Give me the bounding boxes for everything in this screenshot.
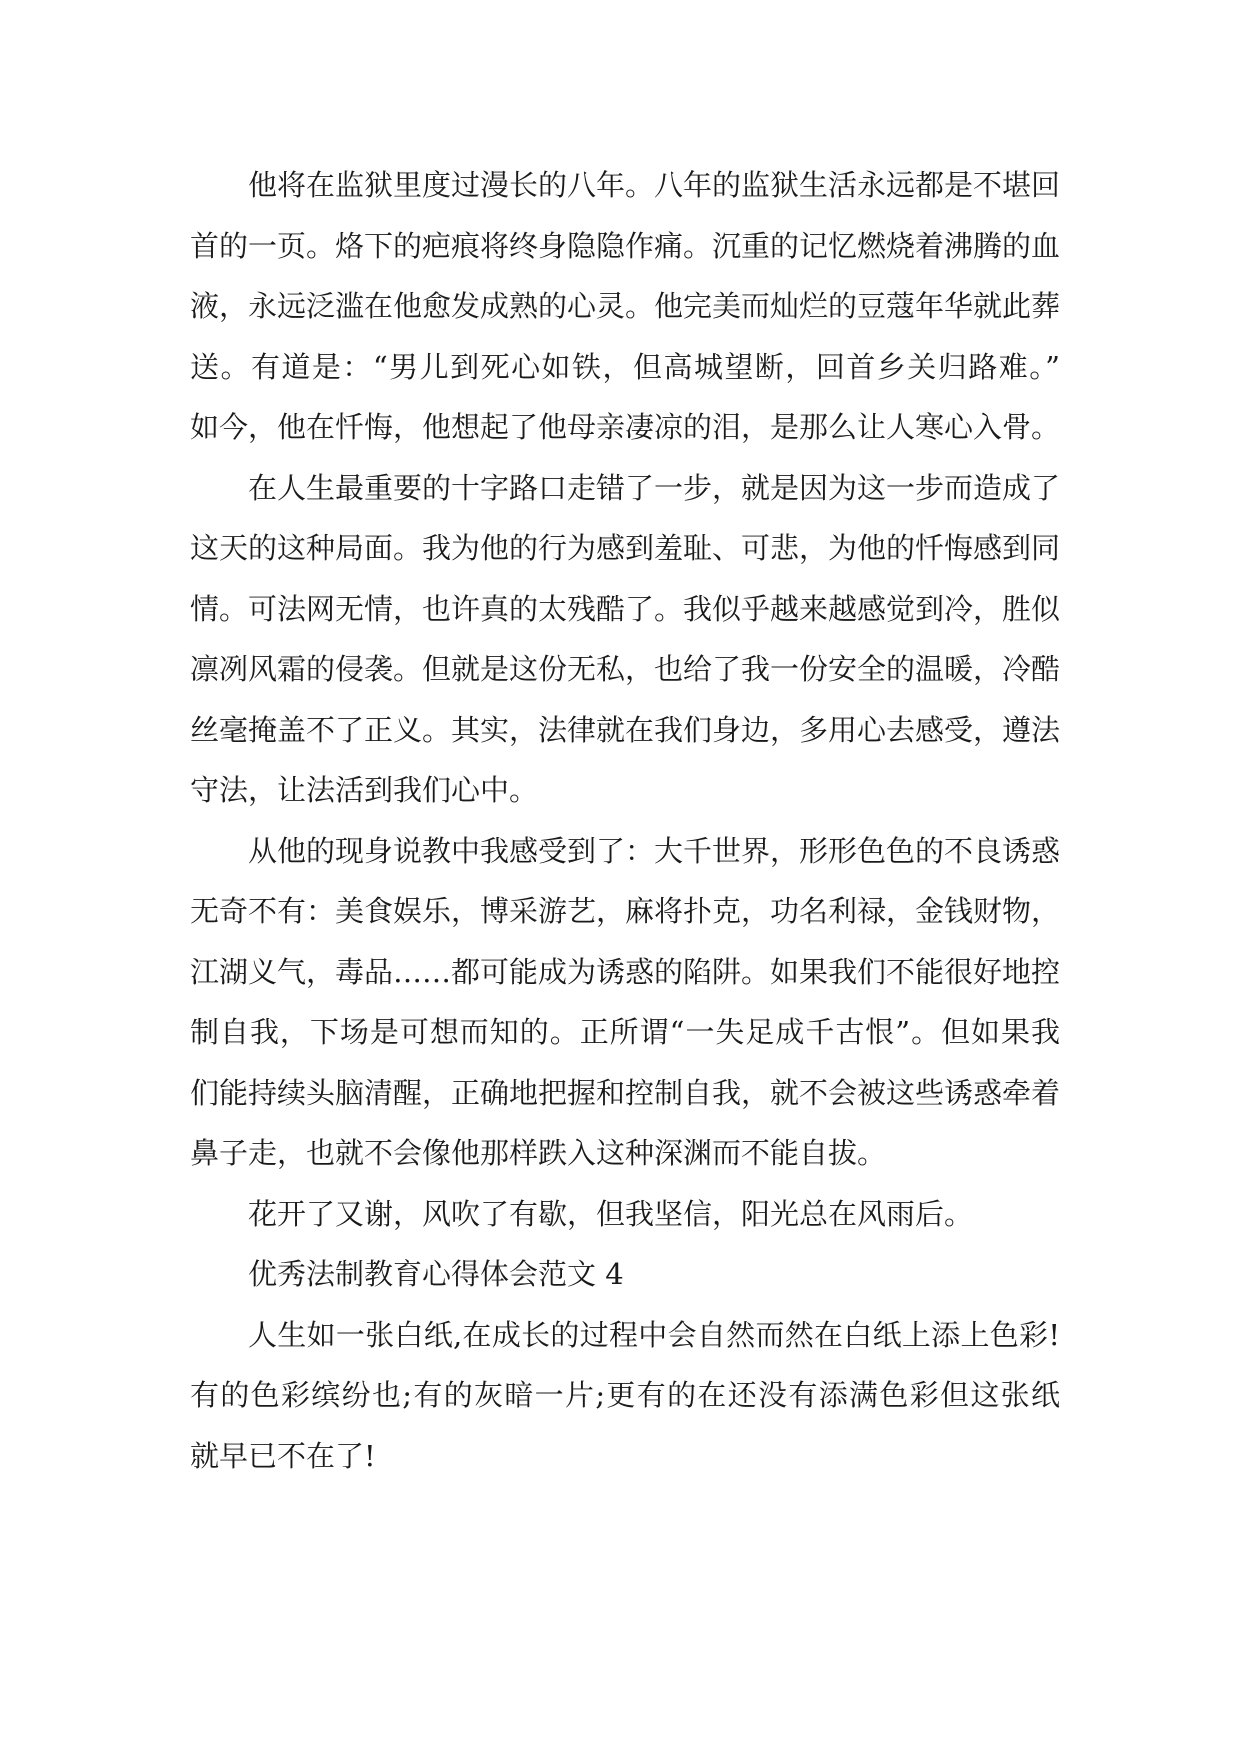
paragraph-1 bbox=[190, 155, 1060, 458]
text-line: 在人生最重要的十字路口走错了一步，就是因为这一步而造成了 bbox=[248, 470, 1061, 505]
text-line: 液，永远泛滥在他愈发成熟的心灵。他完美而灿烂的豆蔻年华就此葬 bbox=[190, 289, 1061, 323]
document-body bbox=[190, 155, 1060, 1486]
text-line: 鼻子走，也就不会像他那样跌入这种深渊而不能自拔。 bbox=[190, 1136, 887, 1170]
text-line: 他将在监狱里度过漫长的八年。八年的监狱生活永远都是不堪回 bbox=[248, 168, 1061, 202]
text-line: 有的色彩缤纷也;有的灰暗一片;更有的在还没有添满色彩但这张纸 bbox=[190, 1378, 1060, 1412]
text-line: 江湖义气，毒品……都可能成为诱惑的陷阱。如果我们不能很好地控 bbox=[190, 954, 1061, 989]
section-title: 优秀法制教育心得体会范文 4 bbox=[248, 1257, 624, 1291]
paragraph-5 bbox=[190, 1305, 1060, 1487]
text-line: 丝毫掩盖不了正义。其实，法律就在我们身边，多用心去感受，遵法 bbox=[190, 712, 1061, 747]
text-line: 花开了又谢，风吹了有歇，但我坚信，阳光总在风雨后。 bbox=[248, 1196, 974, 1231]
paragraph-4 bbox=[190, 1184, 1060, 1245]
text-line: 送。有道是：“男儿到死心如铁，但高城望断，回首乡关归路难。” bbox=[190, 349, 1060, 384]
text-line: 制自我，下场是可想而知的。正所谓“一失足成千古恨”。但如果我 bbox=[190, 1015, 1060, 1049]
text-line: 无奇不有：美食娱乐，博采游艺，麻将扑克，功名利禄，金钱财物， bbox=[190, 894, 1061, 928]
text-line: 凛冽风霜的侵袭。但就是这份无私，也给了我一份安全的温暖，冷酷 bbox=[190, 652, 1061, 686]
text-line: 们能持续头脑清醒，正确地把握和控制自我，就不会被这些诱惑牵着 bbox=[190, 1075, 1061, 1110]
paragraph-3 bbox=[190, 821, 1060, 1184]
text-line: 从他的现身说教中我感受到了：大千世界，形形色色的不良诱惑 bbox=[248, 833, 1061, 868]
text-line: 首的一页。烙下的疤痕将终身隐隐作痛。沉重的记忆燃烧着沸腾的血 bbox=[190, 228, 1061, 263]
paragraph-2 bbox=[190, 458, 1060, 821]
text-line: 这天的这种局面。我为他的行为感到羞耻、可悲，为他的忏悔感到同 bbox=[190, 531, 1061, 565]
text-line: 如今，他在忏悔，他想起了他母亲凄凉的泪，是那么让人寒心入骨。 bbox=[190, 410, 1061, 444]
text-line: 人生如一张白纸,在成长的过程中会自然而然在白纸上添上色彩! bbox=[248, 1317, 1060, 1352]
text-line: 就早已不在了! bbox=[190, 1438, 376, 1473]
text-line: 情。可法网无情，也许真的太残酷了。我似乎越来越感觉到冷，胜似 bbox=[190, 591, 1061, 626]
text-line: 守法，让法活到我们心中。 bbox=[190, 773, 539, 807]
